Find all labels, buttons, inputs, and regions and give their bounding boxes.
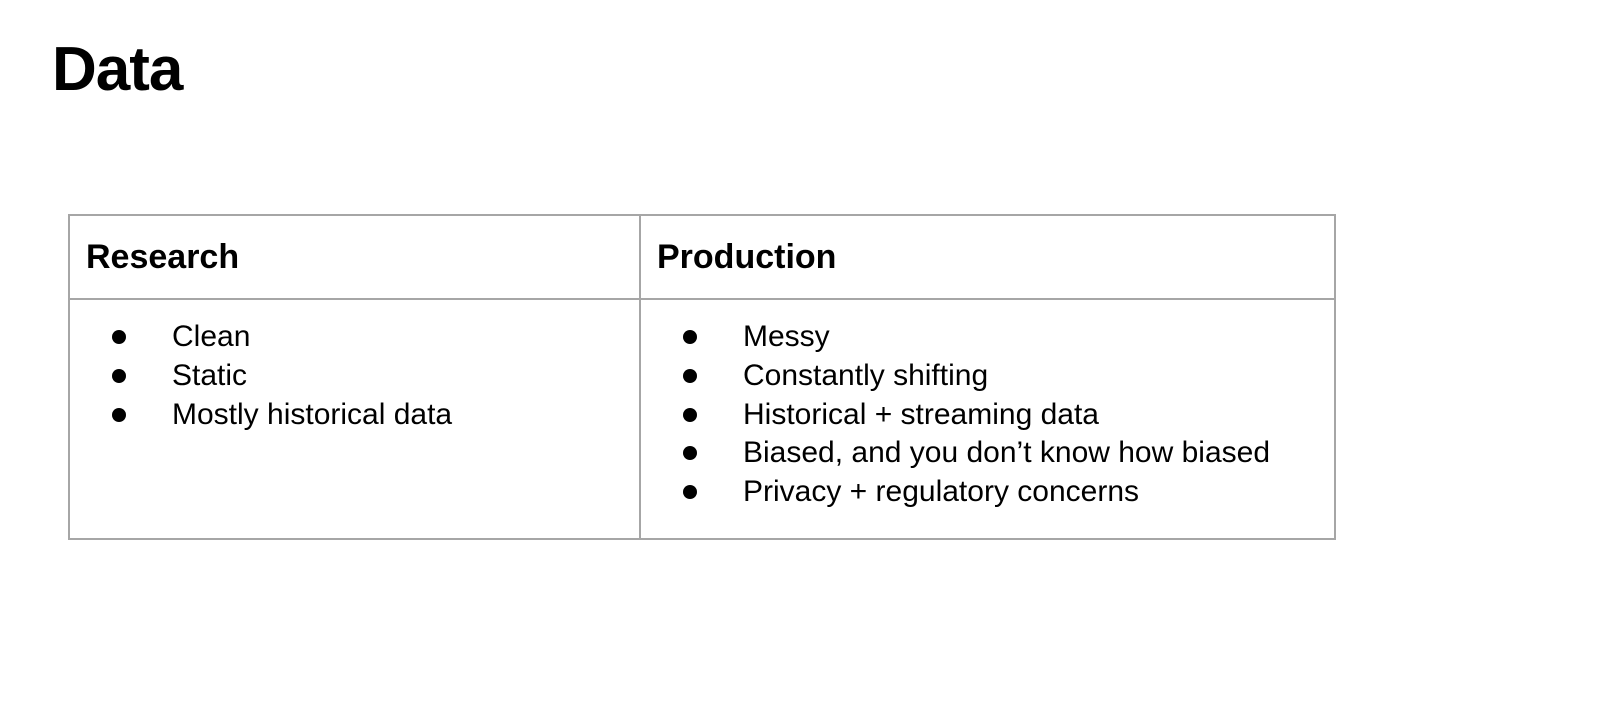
list-item-text: Mostly historical data xyxy=(172,397,453,431)
list-item xyxy=(657,396,1318,435)
bullet-icon xyxy=(112,408,126,422)
research-list xyxy=(86,318,623,434)
bullet-icon xyxy=(112,369,126,383)
list-item-text: Clean xyxy=(172,320,251,353)
list-item xyxy=(86,318,623,357)
list-item xyxy=(657,318,1318,357)
slide-title: Data xyxy=(52,35,183,104)
comparison-table xyxy=(68,214,1336,540)
list-item xyxy=(86,357,623,396)
bullet-icon xyxy=(683,369,697,383)
production-cell xyxy=(640,299,1335,539)
list-item xyxy=(657,357,1318,396)
list-item-text: Biased, and you don’t know how biased xyxy=(743,436,1271,470)
production-list xyxy=(657,318,1318,512)
bullet-icon xyxy=(683,408,697,422)
research-cell xyxy=(69,299,640,539)
table-body-row xyxy=(69,299,1335,539)
list-item-text: Constantly shifting xyxy=(743,358,989,392)
header-research: Research xyxy=(69,215,640,299)
bullet-icon xyxy=(683,485,697,499)
header-production: Production xyxy=(640,215,1335,299)
bullet-icon xyxy=(112,330,126,344)
bullet-icon xyxy=(683,330,697,344)
bullet-icon xyxy=(683,446,697,460)
list-item-text: Messy xyxy=(743,320,830,353)
table-header-row xyxy=(69,215,1335,299)
list-item-text: Historical + streaming data xyxy=(743,397,1099,431)
list-item-text: Static xyxy=(172,358,248,392)
list-item xyxy=(657,434,1318,473)
list-item-text: Privacy + regulatory concerns xyxy=(743,475,1140,509)
list-item xyxy=(86,396,623,435)
list-item xyxy=(657,473,1318,512)
